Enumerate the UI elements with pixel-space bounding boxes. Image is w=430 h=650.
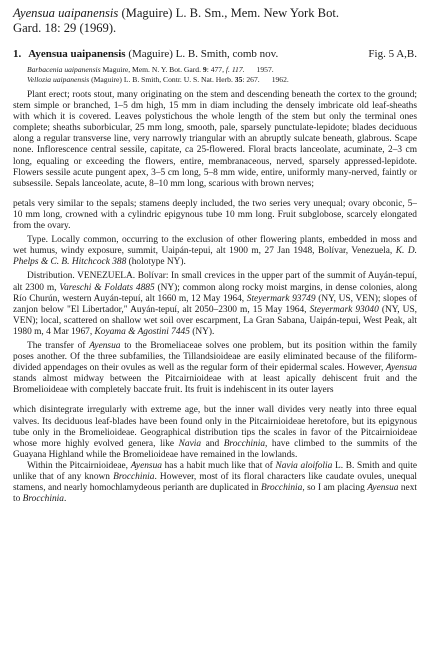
collector-citation: Vareschi & Foldats 4885 — [59, 282, 155, 293]
description-paragraph: Plant erect; roots stout, many originating on the stem and descending beneath the cortex to the ground; stem simple or branched, 1–5 dm high, 15 mm in diam including the densely imbricate old leaf-sheaths with which it is covered. Leaves polystichous the whole length of the stem but only the terminal ones complete; sheaths suborbicular, 25 mm long, smooth, pale, sparsely punctulate-lepidote; blades deciduous along a regular transverse line, very narrowly triangular with an abruptly sulcate beneath, glabrous. Scape none. Inflorescence central sessile, capitate, ca 25-flowered. Floral bracts lanceolate, acuminate, 2–3 cm long, equaling or exceeding the flowers, entire, membranaceous, nerved, sparsely appressed-lepidote. Flowers sessile acute pungent apex, 3–5 cm long, 5–8 mm wide, entire, uniformly many-nerved, faintly or subsessile. Sepals lanceolate, acute, 8–10 mm long, scarious with brown nerves; — [13, 90, 417, 189]
figure-reference: Fig. 5 A,B. — [368, 48, 417, 60]
genus-name: Navia — [178, 438, 202, 449]
discussion-paragraph — [13, 341, 417, 396]
species-name: Navia aloifolia — [275, 460, 333, 471]
genus-name: Brocchinia — [113, 472, 155, 482]
synonym-name: Barbacenia uaipanensis — [27, 65, 101, 74]
discussion-text: , have climbed to the summits of the Guayana Highland while the Bromelioideae have remained in the lowlands. — [13, 438, 417, 460]
genus-name: Brocchinia — [261, 483, 303, 494]
synonym-volume: 9 — [202, 65, 207, 74]
discussion-text: to the Bromeliaceae solves one problem, but its position within the family poses another. Of the three subfamilies, the Tillandsioideae are easily eliminated because of the filiform-divided appendages on their ovules as well as the regular form of their epidermal scales. However, — [13, 340, 418, 374]
entry-number: 1. — [13, 48, 22, 60]
discussion-text: . — [63, 494, 67, 505]
discussion-text: L. B. Smith and quite unlike that of any known — [13, 460, 418, 482]
distribution-text: (NY); common along rocky moist margins, in dense colonies, along Río Churún, western Auyán-tepuí, alt 1660 m, 12 May 1964, — [13, 282, 418, 304]
synonym-name: Vellozia uaipanensis — [27, 75, 90, 84]
collector-citation: Koyama & Agostini 7445 — [94, 326, 190, 337]
description-continuation: petals very similar to the sepals; stamens deeply included, the two series very unequal; ovary obconic, 5–10 mm long, crowned with a cylindric epigynous tube 10 mm long. Fruit subglobose, scarcely elongated from the ovary. — [13, 198, 417, 232]
distribution-text: Distribution. VENEZUELA. Bolívar: In small crevices in the upper part of the summit of Auyán-tepuí, alt 2300 m, — [13, 271, 417, 293]
entry-authority: (Maguire) L. B. Smith, comb nov. — [125, 48, 279, 60]
synonym-volume: 35 — [234, 75, 243, 84]
synonym-citation: Maguire, Mem. N. Y. Bot. Gard. — [100, 65, 203, 74]
genus-name: Brocchinia — [22, 494, 64, 505]
header-citation-line2: Gard. 18: 29 (1969). — [13, 21, 117, 35]
genus-name: Ayensua — [385, 363, 417, 374]
type-text-end: (holotype NY). — [126, 257, 186, 268]
distribution-text: (NY, US, VEN); local, scattered on shallow wet soil over escarpment, La Gran Sabana, Uaipán-tepui, West Peak, alt 1980 m, 4 Mar 1967, — [13, 304, 418, 337]
synonym-pages: : 477, — [206, 65, 226, 74]
synonym-line — [27, 65, 417, 75]
synonym-year: 1962. — [271, 75, 289, 84]
type-collector: K. D. Phelps & C. B. Hitchcock 388 — [13, 246, 417, 268]
distribution-paragraph — [13, 271, 417, 338]
entry-heading — [13, 48, 417, 61]
discussion-text: which disintegrate irregularly with extreme age, but the inner wall divides very neatly into three equal valves. Its deciduous leaf-blades have been found only in the Pitcairnioideae heretofore, but its epigynous tube only in the Bromelioideae. Geographical distribution tips the scales in favor of the Pitcairnioideae whose more highly evolved genera, like — [13, 405, 417, 449]
discussion-continuation — [13, 405, 417, 460]
discussion-text: has a habit much like that of — [161, 460, 276, 471]
collector-citation: Steyermark 93040 — [309, 304, 379, 315]
genus-name: Ayensua — [367, 483, 399, 494]
distribution-text: (NY, US, VEN); slopes of zanjon below "El Libertador," Auyán-tepuí, alt 2050–2300 m, 15 May 1964, — [13, 293, 417, 315]
discussion-text: next to — [13, 483, 417, 505]
discussion-text: The transfer of — [27, 340, 90, 351]
synonym-year: 1957. — [256, 65, 274, 74]
discussion-text: Within the Pitcairnioideae, — [27, 460, 131, 471]
collector-citation: Steyermark 93749 — [246, 293, 316, 304]
header-citation: (Maguire) L. B. Sm., Mem. New York Bot. — [118, 6, 340, 20]
discussion-text: stands almost midway between the Pitcairnioideae with at least apically dehiscent fruit and the Bromelioideae with completely baccate fruit. Its fruit is indehiscent in its outer layers — [13, 374, 417, 396]
discussion-paragraph-final — [13, 461, 417, 505]
synonym-line — [27, 75, 417, 85]
entry-name: Ayensua uaipanensis — [28, 48, 126, 60]
distribution-text: (NY). — [189, 326, 215, 337]
header-species-name: Ayensua uaipanensis — [13, 6, 119, 20]
genus-name: Ayensua — [130, 460, 162, 471]
synonym-citation: (Maguire) L. B. Smith, Contr. U. S. Nat. Herb. — [89, 75, 235, 84]
type-paragraph — [13, 235, 417, 268]
discussion-text: , so I am placing — [302, 483, 368, 494]
page-header — [13, 6, 417, 36]
type-text: Type. Locally common, occurring to the exclusion of other flowering plants, embedded in moss and wet humus, windy exposure, summit, Uaipán-tepui, alt 1900 m, 27 Jan 1948, Bolívar, Venezuela, — [13, 235, 417, 257]
synonym-figure: f. 117. — [225, 65, 245, 74]
discussion-text: . However, most of its floral characters like caudate ovules, unequal stamens, and nearly homochlamydeous perianth are duplicated in — [13, 472, 418, 494]
genus-name: Brocchinia — [223, 438, 266, 449]
genus-name: Ayensua — [89, 340, 121, 351]
synonym-pages: : 267. — [242, 75, 260, 84]
discussion-text: and — [201, 438, 224, 449]
